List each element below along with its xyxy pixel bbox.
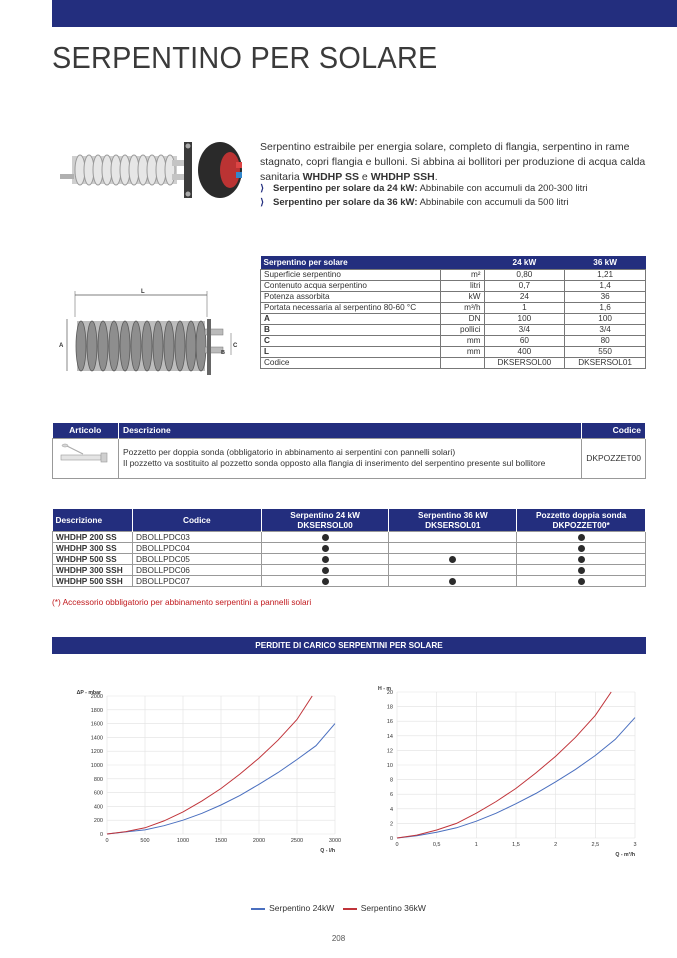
x-tick-label: 2 — [554, 842, 558, 848]
table-row — [261, 313, 646, 324]
bullet-text: Abbinabile con accumuli da 500 litri — [417, 197, 569, 208]
compat-desc: WHDHP 300 SS — [53, 542, 133, 553]
spec-label: Codice — [261, 357, 441, 368]
compat-s24 — [261, 542, 389, 553]
table-row — [53, 542, 646, 553]
compat-s24 — [261, 575, 389, 586]
compatible-dot-icon — [322, 534, 329, 541]
chevron-right-icon: ⟩ — [260, 183, 265, 194]
x-tick-label: 1,5 — [512, 842, 520, 848]
compatible-dot-icon — [322, 578, 329, 585]
compat-header-pozzetto — [517, 509, 646, 531]
compat-header-pz-l2: DKPOZZET00* — [552, 519, 610, 530]
compat-desc: WHDHP 500 SSH — [53, 575, 133, 586]
compat-s36 — [389, 542, 517, 553]
y-tick-label: 14 — [386, 733, 393, 740]
spec-label: Superficie serpentino — [261, 269, 441, 280]
compat-s24 — [261, 531, 389, 542]
spec-unit: m³/h — [440, 302, 484, 313]
spec-table — [260, 256, 646, 369]
spec-unit: kW — [440, 291, 484, 302]
table-row — [261, 280, 646, 291]
x-tick-label: 0 — [395, 842, 399, 848]
compat-s36 — [389, 531, 517, 542]
compat-pozzetto — [517, 553, 646, 564]
compatible-dot-icon — [578, 545, 585, 552]
pressure-drop-chart-mbar — [55, 684, 355, 864]
compat-header-s36-l1: Serpentino 36 kW — [418, 509, 488, 520]
table-row — [261, 269, 646, 280]
compat-code: DBOLLPDC03 — [132, 531, 261, 542]
accessory-image-cell — [53, 438, 119, 478]
compatible-dot-icon — [449, 578, 456, 585]
compat-header-s24-l1: Serpentino 24 kW — [290, 509, 360, 520]
spec-header-label: Serpentino per solare — [261, 256, 441, 269]
legend-label-24kw: Serpentino 24kW — [269, 903, 335, 913]
chevron-right-icon: ⟩ — [260, 197, 265, 208]
table-row — [53, 531, 646, 542]
compat-s36 — [389, 553, 517, 564]
y-tick-label: 1000 — [90, 763, 103, 769]
y-tick-label: 1200 — [90, 749, 103, 756]
legend-swatch-24kw — [251, 908, 265, 910]
dim-label-b: B — [221, 350, 225, 356]
spec-value-36: 3/4 — [565, 324, 646, 335]
bullet-24kw — [260, 183, 588, 194]
y-tick-label: 0 — [99, 832, 103, 838]
x-axis-label: Q - l/h — [320, 848, 335, 854]
compat-code: DBOLLPDC06 — [132, 564, 261, 575]
y-tick-label: 2000 — [90, 694, 103, 700]
y-tick-label: 4 — [389, 806, 393, 813]
y-tick-label: 16 — [386, 719, 393, 726]
y-axis-label: H - m — [378, 686, 391, 692]
compat-desc: WHDHP 300 SSH — [53, 564, 133, 575]
y-tick-label: 400 — [93, 804, 103, 811]
spec-value-24: DKSERSOL00 — [484, 357, 565, 368]
y-tick-label: 1400 — [90, 735, 103, 742]
spec-unit: pollici — [440, 324, 484, 335]
spec-unit — [440, 357, 484, 368]
compat-code: DBOLLPDC05 — [132, 553, 261, 564]
chart-legend — [0, 903, 677, 913]
compat-header-pz-l1: Pozzetto doppia sonda — [535, 509, 627, 520]
dim-label-a: A — [59, 343, 64, 349]
x-tick-label: 2500 — [290, 838, 304, 844]
spec-value-36: 1,21 — [565, 269, 646, 280]
bullet-bold: Serpentino per solare da 24 kW: — [273, 183, 418, 194]
x-tick-label: 2,5 — [591, 842, 600, 848]
y-tick-label: 12 — [386, 748, 393, 755]
accessory-header-articolo: Articolo — [53, 423, 119, 438]
spec-value-24: 3/4 — [484, 324, 565, 335]
bullet-text: Abbinabile con accumuli da 200-300 litri — [417, 183, 588, 194]
accessory-table — [52, 423, 646, 479]
spec-value-36: 100 — [565, 313, 646, 324]
spec-unit: DN — [440, 313, 484, 324]
table-row — [261, 291, 646, 302]
spec-unit: mm — [440, 335, 484, 346]
table-row — [53, 575, 646, 586]
x-tick-label: 3 — [633, 842, 637, 848]
compatible-dot-icon — [322, 556, 329, 563]
y-tick-label: 200 — [93, 818, 103, 825]
spec-unit: litri — [440, 280, 484, 291]
y-tick-label: 20 — [386, 690, 393, 696]
compat-header-descrizione: Descrizione — [53, 509, 133, 531]
accessory-header-descrizione: Descrizione — [118, 423, 581, 438]
legend-item-36kw — [343, 903, 426, 913]
x-tick-label: 2000 — [252, 838, 266, 844]
table-row — [53, 564, 646, 575]
compat-header-s36 — [389, 509, 517, 531]
page-title: SERPENTINO PER SOLARE — [52, 40, 438, 75]
compat-header-codice: Codice — [132, 509, 261, 531]
compat-s24 — [261, 564, 389, 575]
compat-header-s36-l2: DKSERSOL01 — [425, 519, 481, 530]
y-tick-label: 1800 — [90, 707, 103, 714]
spec-label: Portata necessaria al serpentino 80-60 °C — [261, 302, 441, 313]
table-row — [261, 346, 646, 357]
spec-value-24: 0,80 — [484, 269, 565, 280]
spec-header-row — [261, 256, 646, 269]
compat-pozzetto — [517, 564, 646, 575]
spec-header-36kw: 36 kW — [565, 256, 646, 269]
spec-value-36: 1,4 — [565, 280, 646, 291]
x-tick-label: 0 — [105, 838, 109, 844]
compat-code: DBOLLPDC04 — [132, 542, 261, 553]
x-axis-label: Q - m³/h — [615, 852, 635, 858]
y-tick-label: 1600 — [90, 721, 103, 728]
compat-desc: WHDHP 200 SS — [53, 531, 133, 542]
bullet-36kw — [260, 197, 569, 208]
footnote: (*) Accessorio obbligatorio per abbinamento serpentini a pannelli solari — [52, 597, 312, 607]
compatible-dot-icon — [578, 534, 585, 541]
table-row — [261, 335, 646, 346]
compat-pozzetto — [517, 531, 646, 542]
intro-paragraph — [260, 140, 655, 185]
y-tick-label: 0 — [389, 836, 393, 842]
compatible-dot-icon — [578, 556, 585, 563]
y-tick-label: 10 — [386, 763, 393, 769]
compatible-dot-icon — [322, 545, 329, 552]
compatibility-table — [52, 509, 646, 587]
compat-header-row — [53, 509, 646, 531]
compatible-dot-icon — [578, 567, 585, 574]
dim-label-l: L — [141, 289, 145, 295]
spec-value-36: DKSERSOL01 — [565, 357, 646, 368]
accessory-header-codice: Codice — [582, 423, 646, 438]
intro-model-2: WHDHP SSH — [370, 171, 435, 183]
y-tick-label: 2 — [389, 821, 393, 828]
x-tick-label: 500 — [140, 838, 150, 844]
spec-label: C — [261, 335, 441, 346]
compat-s36 — [389, 564, 517, 575]
table-row — [53, 438, 646, 478]
accessory-header-row — [53, 423, 646, 438]
spec-value-24: 1 — [484, 302, 565, 313]
accessory-description-cell — [118, 438, 581, 478]
table-row — [261, 302, 646, 313]
accessory-desc-line-2: Il pozzetto va sostituito al pozzetto sonda opposto alla flangia di inserimento del serpentino presente sul bollitore — [122, 458, 546, 468]
legend-label-36kw: Serpentino 36kW — [360, 903, 426, 913]
top-banner — [52, 0, 677, 27]
coil-product-photo — [60, 130, 250, 210]
dim-label-c: C — [233, 343, 238, 349]
spec-unit: m² — [440, 269, 484, 280]
compat-body — [53, 531, 646, 586]
spec-value-24: 24 — [484, 291, 565, 302]
spec-value-36: 550 — [565, 346, 646, 357]
spec-value-24: 0,7 — [484, 280, 565, 291]
spec-value-36: 80 — [565, 335, 646, 346]
x-tick-label: 1000 — [176, 838, 190, 844]
x-tick-label: 1 — [474, 842, 478, 848]
spec-value-24: 100 — [484, 313, 565, 324]
bullet-bold: Serpentino per solare da 36 kW: — [273, 197, 418, 208]
intro-model-1: WHDHP SS — [302, 171, 360, 183]
table-row — [261, 324, 646, 335]
spec-value-36: 36 — [565, 291, 646, 302]
intro-end: . — [434, 171, 438, 183]
y-tick-label: 18 — [386, 704, 393, 711]
intro-text: Serpentino estraibile per energia solare, completo di flangia, serpentino in rame stagnato, copri flangia e bulloni. Si abbina ai bollitori per produzione di acqua calda sanitaria — [260, 141, 646, 183]
x-tick-label: 1500 — [214, 838, 228, 844]
y-tick-label: 8 — [389, 777, 393, 784]
compat-s36 — [389, 575, 517, 586]
spec-label: B — [261, 324, 441, 335]
spec-unit: mm — [440, 346, 484, 357]
thermowell-icon — [57, 443, 113, 471]
compat-code: DBOLLPDC07 — [132, 575, 261, 586]
accessory-desc-line-1: Pozzetto per doppia sonda (obbligatorio in abbinamento ai serpentini con pannelli solari) — [122, 447, 456, 457]
spec-label: A — [261, 313, 441, 324]
y-tick-label: 600 — [93, 790, 103, 797]
chart-section-title: PERDITE DI CARICO SERPENTINI PER SOLARE — [52, 637, 646, 654]
table-row — [261, 357, 646, 368]
compat-header-s24-l2: DKSERSOL00 — [297, 519, 353, 530]
x-tick-label: 3000 — [328, 838, 342, 844]
compat-pozzetto — [517, 542, 646, 553]
table-row — [53, 553, 646, 564]
spec-value-24: 400 — [484, 346, 565, 357]
spec-label: L — [261, 346, 441, 357]
accessory-code: DKPOZZET00 — [582, 438, 646, 478]
spec-label: Potenza assorbita — [261, 291, 441, 302]
head-loss-chart-m — [355, 684, 645, 864]
intro-and: e — [359, 171, 371, 183]
legend-item-24kw — [251, 903, 334, 913]
spec-label: Contenuto acqua serpentino — [261, 280, 441, 291]
page-number: 208 — [331, 934, 346, 943]
x-tick-label: 0,5 — [432, 842, 441, 848]
compat-s24 — [261, 553, 389, 564]
coil-dimension-diagram — [55, 283, 250, 383]
spec-value-24: 60 — [484, 335, 565, 346]
spec-header-unit — [440, 256, 484, 269]
compatible-dot-icon — [449, 556, 456, 563]
spec-header-24kw: 24 kW — [484, 256, 565, 269]
y-axis-label: ΔP - mbar — [76, 690, 101, 696]
compatible-dot-icon — [578, 578, 585, 585]
legend-swatch-36kw — [343, 908, 357, 910]
y-tick-label: 800 — [93, 776, 103, 783]
y-tick-label: 6 — [389, 792, 393, 799]
spec-value-36: 1,6 — [565, 302, 646, 313]
compatible-dot-icon — [322, 567, 329, 574]
compat-header-s24 — [261, 509, 389, 531]
compat-pozzetto — [517, 575, 646, 586]
compat-desc: WHDHP 500 SS — [53, 553, 133, 564]
